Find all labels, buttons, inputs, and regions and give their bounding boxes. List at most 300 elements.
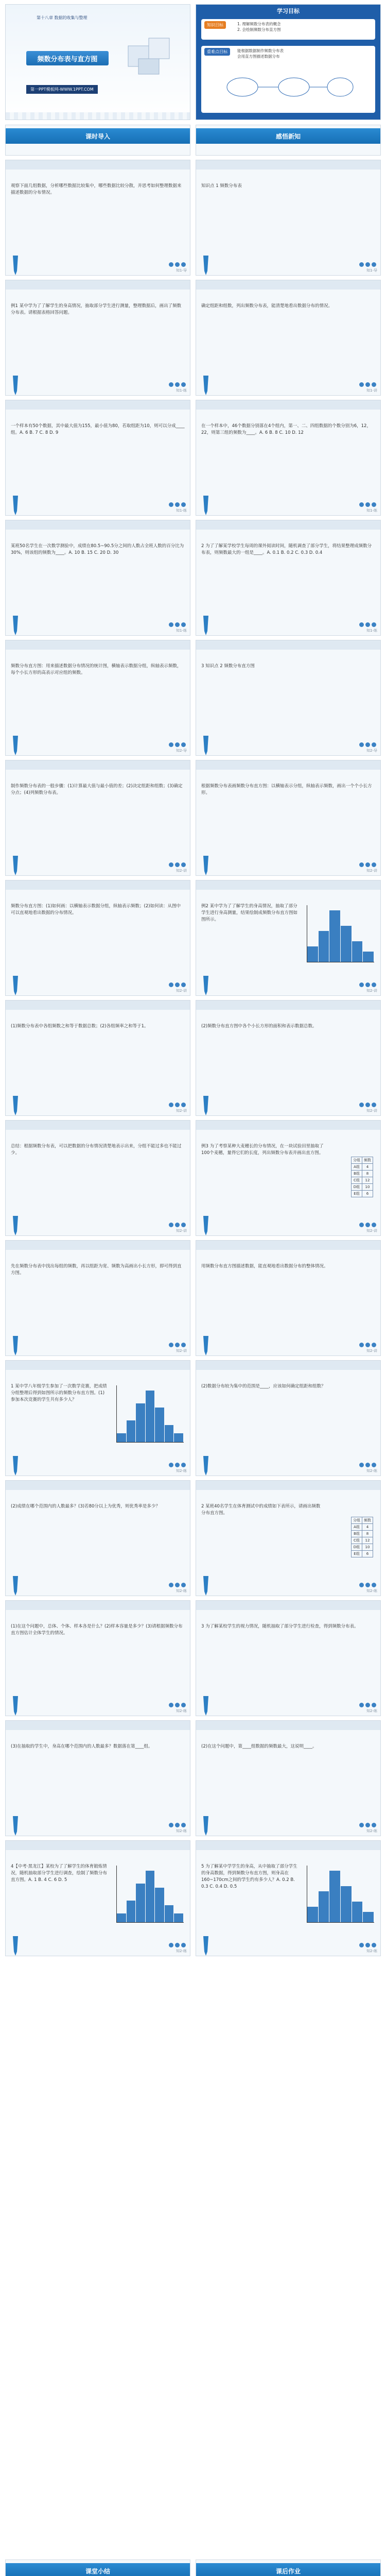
slide-topbar xyxy=(6,1721,190,1730)
nav-dot-icon[interactable] xyxy=(372,382,376,387)
table-row xyxy=(352,1531,373,1537)
content-slide[interactable] xyxy=(196,880,381,996)
slide-body-text: (1)频数分布表中各组频数之和等于数据总数；(2)各组频率之和等于1。 xyxy=(11,1024,149,1029)
pen-decoration-icon xyxy=(199,976,213,996)
pen-decoration-icon xyxy=(9,856,22,876)
objectives-box-2 xyxy=(201,46,375,113)
table-row xyxy=(352,1184,373,1191)
nav-dot-icon[interactable] xyxy=(175,1103,180,1107)
table-cell: E组 xyxy=(352,1191,362,1197)
histogram-bar xyxy=(307,946,318,962)
nav-dot-icon[interactable] xyxy=(175,1943,180,1947)
nav-dot-icon[interactable] xyxy=(372,1223,376,1227)
pen-decoration-icon xyxy=(9,496,22,516)
nav-dot-icon[interactable] xyxy=(365,1703,370,1707)
pen-decoration-icon xyxy=(199,1576,213,1596)
nav-dot-icon[interactable] xyxy=(181,1103,186,1107)
slide-topbar xyxy=(196,760,380,770)
nav-dot-icon[interactable] xyxy=(169,1583,173,1587)
pen-decoration-icon xyxy=(199,1336,213,1356)
nav-dot-icon[interactable] xyxy=(365,622,370,627)
slide-body-text: 例2 某中学为了了解学生的身高情况，抽取了部分学生进行身高测量，结果绘制成频数分布直方图如图所示。 xyxy=(201,904,298,922)
nav-dot-icon[interactable] xyxy=(181,1703,186,1707)
nav-dot-icon[interactable] xyxy=(169,502,173,507)
nav-dot-icon[interactable] xyxy=(372,742,376,747)
nav-dot-icon[interactable] xyxy=(359,862,364,867)
slide-nav xyxy=(169,1463,186,1467)
table-cell: 10 xyxy=(362,1184,373,1191)
histogram-bar xyxy=(307,1907,318,1922)
nav-dot-icon[interactable] xyxy=(169,1703,173,1707)
content-slide[interactable] xyxy=(196,1720,381,1836)
nav-dot-icon[interactable] xyxy=(175,382,180,387)
nav-dot-icon[interactable] xyxy=(169,622,173,627)
pen-decoration-icon xyxy=(9,1216,22,1236)
nav-dot-icon[interactable] xyxy=(359,262,364,267)
table-row xyxy=(352,1164,373,1171)
slide-footer-tag: 知2-讲 xyxy=(176,1229,187,1233)
content-row xyxy=(5,1840,381,1956)
slide-footer-tag: 知1-导 xyxy=(366,268,377,273)
objectives-title: 学习目标 xyxy=(277,8,300,14)
nav-dot-icon[interactable] xyxy=(181,1463,186,1467)
slide-topbar xyxy=(6,520,190,530)
nav-dot-icon[interactable] xyxy=(175,982,180,987)
slide-body-text: 2 为了了解某学校学生每周的课外阅读时间，随机调查了部分学生，将结果整理成频数分布表，则频数最大的一组是____。A. 0.1 B. 0.2 C. 0.3 D. 0.4 xyxy=(201,544,372,555)
content-slide[interactable] xyxy=(5,280,190,396)
slide-body-text: 4【中考·黑龙江】某校为了了解学生的体育锻炼情况，随机抽取部分学生进行调查，绘制了频数分布直方图。A. 1 B. 4 C. 6 D. 5 xyxy=(11,1864,108,1883)
histogram-bar xyxy=(117,1913,126,1922)
content-row xyxy=(5,400,381,516)
nav-dot-icon[interactable] xyxy=(365,1583,370,1587)
table-row xyxy=(352,1537,373,1544)
table-row xyxy=(352,1544,373,1551)
section-title: 课堂小结 xyxy=(6,2563,190,2576)
nav-dot-icon[interactable] xyxy=(175,862,180,867)
slide-nav xyxy=(169,382,186,387)
content-slide[interactable] xyxy=(196,1480,381,1596)
content-slide[interactable] xyxy=(196,1000,381,1116)
nav-dot-icon[interactable] xyxy=(181,622,186,627)
slide-body-text: 在一个样本中，46个数据分别落在4个组内，第一、二、四组数据的个数分别为6，12，22，则第三组的频数为____。A. 6 B. 8 C. 10 D. 12 xyxy=(201,423,371,435)
content-slide[interactable] xyxy=(196,280,381,396)
content-slide[interactable] xyxy=(196,400,381,516)
slide-nav xyxy=(169,502,186,507)
slide-nav xyxy=(359,1703,376,1707)
slide-body-text: 一个样本有50个数据，其中最大值为155，最小值为80，若取组距为10，则可以分成____组。A. 6 B. 7 C. 8 D. 9 xyxy=(11,423,185,435)
table-cell: D组 xyxy=(352,1544,362,1551)
content-slide[interactable] xyxy=(196,1360,381,1476)
table-cell: B组 xyxy=(352,1531,362,1537)
slide-nav xyxy=(169,1583,186,1587)
nav-dot-icon[interactable] xyxy=(372,1103,376,1107)
row-cover xyxy=(5,4,381,120)
slide-footer-tag: 知1-练 xyxy=(176,509,187,513)
nav-dot-icon[interactable] xyxy=(181,502,186,507)
nav-dot-icon[interactable] xyxy=(365,1463,370,1467)
nav-dot-icon[interactable] xyxy=(372,262,376,267)
nav-dot-icon[interactable] xyxy=(169,982,173,987)
histogram-bar xyxy=(174,1433,183,1442)
nav-dot-icon[interactable] xyxy=(359,502,364,507)
nav-dot-icon[interactable] xyxy=(365,1343,370,1347)
content-slide[interactable] xyxy=(196,640,381,756)
nav-dot-icon[interactable] xyxy=(372,862,376,867)
nav-dot-icon[interactable] xyxy=(365,382,370,387)
cover-slide[interactable] xyxy=(5,4,190,120)
slide-body-text: (1)在这个问题中，总体、个体、样本各是什么？(2)样本容量是多少？(3)请根据频数分布直方图估计全体学生的情况。 xyxy=(11,1624,183,1636)
slide-topbar xyxy=(196,160,380,170)
table-cell: C组 xyxy=(352,1537,362,1544)
nav-dot-icon[interactable] xyxy=(181,862,186,867)
nav-dot-icon[interactable] xyxy=(169,1103,173,1107)
section-title: 感悟新知 xyxy=(196,128,380,144)
nav-dot-icon[interactable] xyxy=(365,1223,370,1227)
nav-dot-icon[interactable] xyxy=(372,502,376,507)
nav-dot-icon[interactable] xyxy=(169,742,173,747)
nav-dot-icon[interactable] xyxy=(175,1223,180,1227)
nav-dot-icon[interactable] xyxy=(359,382,364,387)
nav-dot-icon[interactable] xyxy=(169,262,173,267)
nav-dot-icon[interactable] xyxy=(359,1463,364,1467)
nav-dot-icon[interactable] xyxy=(372,1463,376,1467)
table-row xyxy=(352,1517,373,1524)
nav-dot-icon[interactable] xyxy=(359,622,364,627)
histogram-bar xyxy=(174,1913,183,1922)
slide-nav xyxy=(169,1943,186,1947)
slide-footer-tag: 知2-讲 xyxy=(366,1229,377,1233)
table-cell: D组 xyxy=(352,1184,362,1191)
table-row xyxy=(352,1524,373,1531)
nav-dot-icon[interactable] xyxy=(359,1943,364,1947)
nav-dot-icon[interactable] xyxy=(175,1463,180,1467)
histogram-bar xyxy=(155,1408,164,1442)
slide-footer-tag: 知2-讲 xyxy=(366,1349,377,1353)
nav-dot-icon[interactable] xyxy=(169,1343,173,1347)
histogram-bar xyxy=(341,1886,352,1922)
histogram-bar xyxy=(319,931,329,962)
nav-dot-icon[interactable] xyxy=(372,1703,376,1707)
objective-items-2 xyxy=(237,48,284,59)
histogram-bar xyxy=(146,1871,155,1922)
nav-dot-icon[interactable] xyxy=(181,982,186,987)
slide-topbar xyxy=(196,1721,380,1730)
section-title: 课时导入 xyxy=(6,128,190,144)
histogram-chart xyxy=(116,1385,184,1443)
nav-dot-icon[interactable] xyxy=(372,1583,376,1587)
cover-title: 频数分布表与直方图 xyxy=(26,51,109,65)
content-row xyxy=(5,880,381,996)
content-slide[interactable] xyxy=(5,400,190,516)
slide-body-text: (2)在这个问题中，第____组数据的频数最大，这说明____。 xyxy=(201,1744,317,1749)
slide-topbar xyxy=(6,1121,190,1130)
content-row xyxy=(5,1000,381,1116)
slide-nav xyxy=(359,862,376,867)
slide-nav xyxy=(359,1103,376,1107)
nav-dot-icon[interactable] xyxy=(181,1343,186,1347)
nav-dot-icon[interactable] xyxy=(181,262,186,267)
slide-topbar xyxy=(6,400,190,410)
slide-footer-tag: 知2-讲 xyxy=(366,869,377,873)
nav-dot-icon[interactable] xyxy=(359,1823,364,1827)
slide-footer-tag: 知2-讲 xyxy=(176,989,187,993)
nav-dot-icon[interactable] xyxy=(365,862,370,867)
nav-dot-icon[interactable] xyxy=(175,262,180,267)
content-row xyxy=(5,760,381,876)
slide-body-text: (2)数据分布较为集中的范围是____，应该如何确定组距和组数？ xyxy=(201,1384,326,1389)
content-row xyxy=(5,160,381,276)
content-row xyxy=(5,1120,381,1236)
nav-dot-icon[interactable] xyxy=(359,1343,364,1347)
table-cell: 8 xyxy=(362,1171,373,1177)
content-slide[interactable] xyxy=(196,520,381,636)
content-slide[interactable] xyxy=(196,1240,381,1356)
slide-footer-tag: 知1-练 xyxy=(366,629,377,633)
table-cell: 12 xyxy=(362,1537,373,1544)
slide-nav xyxy=(359,502,376,507)
histogram-bar xyxy=(165,1425,174,1442)
slide-nav xyxy=(359,1343,376,1347)
nav-dot-icon[interactable] xyxy=(169,1823,173,1827)
table-cell: B组 xyxy=(352,1171,362,1177)
slide-nav xyxy=(169,1103,186,1107)
slide-topbar xyxy=(196,1241,380,1250)
content-slide[interactable] xyxy=(5,760,190,876)
nav-dot-icon[interactable] xyxy=(169,1463,173,1467)
histogram-chart xyxy=(116,1866,184,1923)
objective-item: 2. 会绘制频数分布直方图 xyxy=(237,27,281,32)
histogram-bar xyxy=(127,1420,136,1442)
slide-nav xyxy=(169,742,186,747)
slide-footer-tag: 知2-讲 xyxy=(176,1109,187,1113)
table-cell: A组 xyxy=(352,1164,362,1171)
histogram-bar xyxy=(341,926,352,962)
frequency-table xyxy=(351,1517,373,1557)
slide-footer-tag: 知2-讲 xyxy=(176,1349,187,1353)
slide-nav xyxy=(359,622,376,627)
content-slide[interactable] xyxy=(5,1120,190,1236)
slide-footer-tag: 知2-练 xyxy=(366,1709,377,1713)
content-slide[interactable] xyxy=(196,160,381,276)
nav-dot-icon[interactable] xyxy=(359,1103,364,1107)
nav-dot-icon[interactable] xyxy=(175,502,180,507)
objectives-slide[interactable] xyxy=(196,4,381,120)
nav-dot-icon[interactable] xyxy=(175,1823,180,1827)
section-summary[interactable] xyxy=(5,2560,190,2576)
nav-dot-icon[interactable] xyxy=(365,1943,370,1947)
slide-nav xyxy=(359,1583,376,1587)
nav-dot-icon[interactable] xyxy=(365,262,370,267)
table-row xyxy=(352,1191,373,1197)
section-title: 课后作业 xyxy=(196,2563,380,2576)
content-slide[interactable] xyxy=(5,880,190,996)
content-row xyxy=(5,520,381,636)
section-homework[interactable] xyxy=(196,2560,381,2576)
table-row xyxy=(352,1157,373,1164)
content-slide[interactable] xyxy=(5,1480,190,1596)
table-cell: 8 xyxy=(362,1531,373,1537)
content-slide[interactable] xyxy=(196,1840,381,1956)
nav-dot-icon[interactable] xyxy=(169,1223,173,1227)
table-cell: 10 xyxy=(362,1544,373,1551)
nav-dot-icon[interactable] xyxy=(175,1583,180,1587)
slide-topbar xyxy=(196,880,380,890)
nav-dot-icon[interactable] xyxy=(181,1823,186,1827)
histogram-bar xyxy=(117,1433,126,1442)
nav-dot-icon[interactable] xyxy=(181,1943,186,1947)
cover-source: 第一PPT模板网-WWW.1PPT.COM xyxy=(26,85,98,94)
slide-topbar xyxy=(6,1601,190,1610)
nav-dot-icon[interactable] xyxy=(372,1343,376,1347)
table-cell: 分组 xyxy=(352,1517,362,1524)
pen-decoration-icon xyxy=(199,856,213,876)
nav-dot-icon[interactable] xyxy=(175,1703,180,1707)
content-slide[interactable] xyxy=(5,640,190,756)
histogram-bar xyxy=(363,952,374,962)
nav-dot-icon[interactable] xyxy=(181,1583,186,1587)
nav-dot-icon[interactable] xyxy=(181,1223,186,1227)
nav-dot-icon[interactable] xyxy=(169,1943,173,1947)
slide-footer-tag: 知2-练 xyxy=(176,1469,187,1473)
knowledge-objective-pill: 知识目标 xyxy=(204,21,226,29)
nav-dot-icon[interactable] xyxy=(372,982,376,987)
content-slide[interactable] xyxy=(196,760,381,876)
pen-decoration-icon xyxy=(9,1816,22,1836)
nav-dot-icon[interactable] xyxy=(359,1223,364,1227)
slide-footer-tag: 知2-练 xyxy=(366,1949,377,1953)
content-slide[interactable] xyxy=(5,1600,190,1716)
frequency-table xyxy=(351,1157,373,1197)
slide-topbar xyxy=(196,1001,380,1010)
slide-nav xyxy=(359,742,376,747)
nav-dot-icon[interactable] xyxy=(359,1583,364,1587)
section-new-knowledge[interactable] xyxy=(196,125,381,156)
content-row xyxy=(5,280,381,396)
section-lesson-intro[interactable] xyxy=(5,125,190,156)
slide-topbar xyxy=(196,1121,380,1130)
content-slide[interactable] xyxy=(5,160,190,276)
nav-dot-icon[interactable] xyxy=(181,742,186,747)
nav-dot-icon[interactable] xyxy=(181,382,186,387)
nav-dot-icon[interactable] xyxy=(359,742,364,747)
nav-dot-icon[interactable] xyxy=(365,982,370,987)
slide-body-text: 3 为了解某校学生的视力情况，随机抽取了部分学生进行检查，得到频数分布表。 xyxy=(201,1624,359,1629)
nav-dot-icon[interactable] xyxy=(175,1343,180,1347)
slide-nav xyxy=(359,1223,376,1227)
slide-body-text: 先在频数分布表中找出每组的频数，再以组距为宽、频数为高画出小长方形，即可得到直方图。 xyxy=(11,1264,182,1276)
content-slide[interactable] xyxy=(5,1840,190,1956)
slide-topbar xyxy=(196,640,380,650)
slide-footer-tag: 知2-导 xyxy=(366,749,377,753)
slide-topbar xyxy=(196,280,380,290)
nav-dot-icon[interactable] xyxy=(372,1943,376,1947)
slide-body-text: (2)成绩在哪个范围内的人数最多？(3)若80分以上为优秀，则优秀率是多少？ xyxy=(11,1504,160,1509)
slide-footer-tag: 知2-练 xyxy=(176,1589,187,1593)
slide-topbar xyxy=(6,1361,190,1370)
slide-topbar xyxy=(196,1601,380,1610)
slide-body-text: 频数分布直方图：用来描述数据分布情况的统计图，横轴表示数据分组，纵轴表示频数，每个小长方形的高表示对应组的频数。 xyxy=(11,664,182,675)
pen-decoration-icon xyxy=(199,1216,213,1236)
table-cell: 6 xyxy=(362,1191,373,1197)
objective-item: 1. 理解频数分布表的概念 xyxy=(237,22,281,26)
pen-decoration-icon xyxy=(9,616,22,636)
content-row xyxy=(5,1240,381,1356)
nav-dot-icon[interactable] xyxy=(372,1823,376,1827)
histogram-bar xyxy=(136,1403,145,1442)
slide-footer-tag: 知2-练 xyxy=(366,1829,377,1833)
pen-decoration-icon xyxy=(9,1696,22,1716)
slide-topbar xyxy=(196,1481,380,1490)
slide-body-text: (2)频数分布直方图中各个小长方形的面积和表示数据总数。 xyxy=(201,1024,317,1029)
slide-body-text: 频数分布直方图：(1)如何画：以横轴表示数据分组，纵轴表示频数；(2)如何读：从图中可以直观地看出数据的分布情况。 xyxy=(11,904,181,916)
pen-decoration-icon xyxy=(199,1816,213,1836)
nav-dot-icon[interactable] xyxy=(359,982,364,987)
pen-decoration-icon xyxy=(9,376,22,396)
content-slide[interactable] xyxy=(5,1720,190,1836)
table-row xyxy=(352,1171,373,1177)
pen-decoration-icon xyxy=(9,1576,22,1596)
nav-dot-icon[interactable] xyxy=(365,1823,370,1827)
pen-decoration-icon xyxy=(9,1096,22,1116)
content-slide[interactable] xyxy=(5,520,190,636)
slide-footer-tag: 知1-练 xyxy=(366,509,377,513)
content-slide[interactable] xyxy=(5,1360,190,1476)
slide-body-text: 用频数分布直方图描述数据，能直观地看出数据分布的整体情况。 xyxy=(201,1264,328,1269)
slide-body-text: 知识点 1 频数分布表 xyxy=(201,183,242,189)
slide-body-text: 例3 为了考察某种大麦穗长的分布情况，在一块试验田里抽取了100个麦穗，量得它们的长度，列出频数分布表并画出直方图。 xyxy=(201,1144,324,1156)
content-slide[interactable] xyxy=(5,1000,190,1116)
content-row xyxy=(5,1360,381,1476)
content-row xyxy=(5,1720,381,1836)
slide-nav xyxy=(359,1463,376,1467)
slide-body-text: 某班50名学生在一次数学测验中，成绩在80.5~90.5分之间的人数占全班人数的百分比为30%，则该组的频数为____。A. 10 B. 15 C. 20 D. 30 xyxy=(11,544,184,555)
slide-footer-tag: 知2-练 xyxy=(366,1469,377,1473)
nav-dot-icon[interactable] xyxy=(175,622,180,627)
nav-dot-icon[interactable] xyxy=(365,502,370,507)
nav-dot-icon[interactable] xyxy=(365,1103,370,1107)
nav-dot-icon[interactable] xyxy=(365,742,370,747)
pen-decoration-icon xyxy=(199,1936,213,1956)
table-cell: 12 xyxy=(362,1177,373,1184)
histogram-bar xyxy=(352,1902,363,1922)
nav-dot-icon[interactable] xyxy=(169,862,173,867)
slide-nav xyxy=(169,982,186,987)
slide-topbar xyxy=(6,1241,190,1250)
nav-dot-icon[interactable] xyxy=(175,742,180,747)
slide-body-text: 根据频数分布表画频数分布直方图：以横轴表示分组，纵轴表示频数，画出一个个小长方形。 xyxy=(201,784,372,795)
slide-nav xyxy=(359,382,376,387)
table-cell: 6 xyxy=(362,1551,373,1557)
flow-diagram-icon xyxy=(222,72,356,103)
histogram-bar xyxy=(127,1901,136,1922)
content-slide[interactable] xyxy=(196,1600,381,1716)
slide-nav xyxy=(169,1223,186,1227)
slide-topbar xyxy=(196,400,380,410)
nav-dot-icon[interactable] xyxy=(169,382,173,387)
pen-decoration-icon xyxy=(9,1456,22,1476)
slide-body-text: 制作频数分布表的一般步骤：(1)计算最大值与最小值的差；(2)决定组距和组数；(3)确定分点；(4)列频数分布表。 xyxy=(11,784,183,795)
table-cell: C组 xyxy=(352,1177,362,1184)
content-slide[interactable] xyxy=(5,1240,190,1356)
slide-body-text: 例1 某中学为了了解学生的身高情况，抽取部分学生进行测量，整理数据后，画出了频数分布表。请根据表格回答问题。 xyxy=(11,303,182,315)
content-slide[interactable] xyxy=(196,1120,381,1236)
pen-decoration-icon xyxy=(199,736,213,756)
pen-decoration-icon xyxy=(9,736,22,756)
histogram-bar xyxy=(319,1891,329,1922)
nav-dot-icon[interactable] xyxy=(372,622,376,627)
slide-body-text: 5 为了解某中学学生的身高，从中抽取了部分学生的身高数据，得到频数分布直方图，则身高在160~170cm之间的学生约有多少人？A. 0.2 B. 0.3 C. 0.4 D. 0.5 xyxy=(201,1864,297,1889)
nav-dot-icon[interactable] xyxy=(359,1703,364,1707)
